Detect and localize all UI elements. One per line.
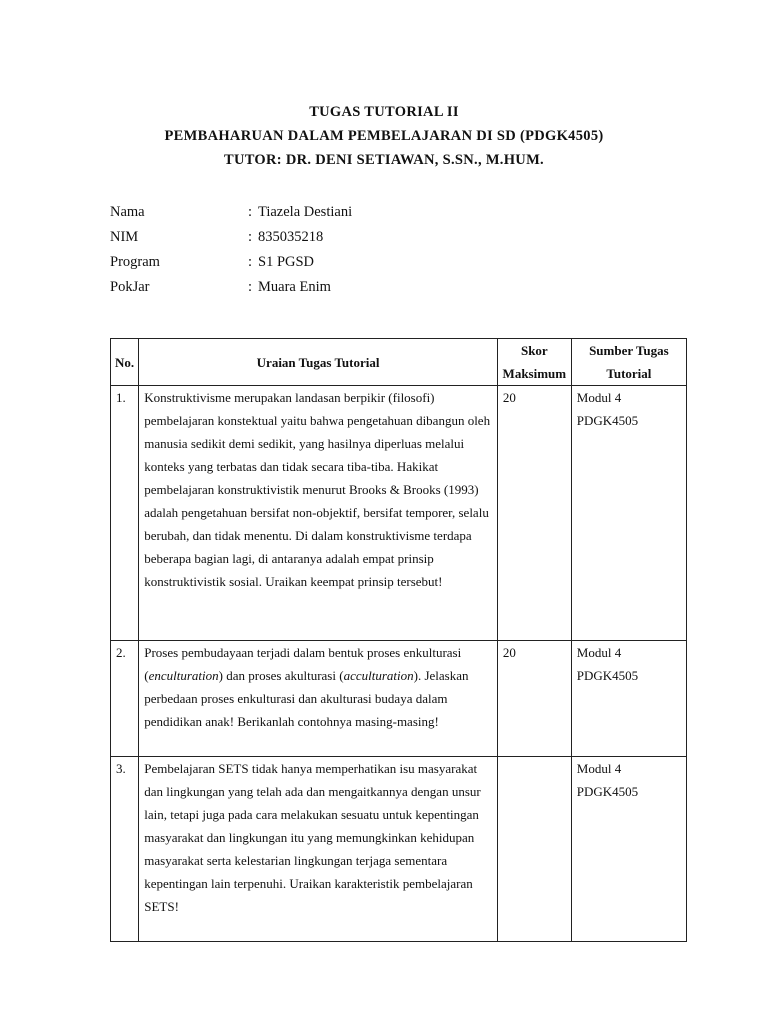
info-value: Tiazela Destiani [258,204,353,220]
row-description: Konstruktivisme merupakan landasan berpikir (filosofi) pembelajaran konstektual yaitu bahwa pengetahuan dibangun oleh manusia sedikit demi sedikit, yang hasilnya diperluas melalui konteks yang terbatas dan tidak secara tiba-tiba. Hakikat pembelajaran konstruktivistik menurut Brooks & Brooks (1993) adalah pengetahuan bersifat non-objektif, bersifat temporer, selalu berubah, dan tidak menentu. Di dalam konstruktivisme terdapa beberapa bagian lagi, di antaranya adalah empat prinsip konstruktivistik sosial. Uraikan keempat prinsip tersebut! [139,386,498,641]
table-row [111,386,687,641]
info-row-nama: Nama : Tiazela Destiani [110,200,670,225]
row-source: Modul 4 PDGK4505 [571,386,686,641]
info-value: S1 PGSD [258,254,315,270]
info-label: Program [110,254,160,270]
info-row-program: Program : S1 PGSD [110,250,670,275]
row-score [497,757,571,942]
header-skor: Skor Maksimum [497,339,571,386]
info-label: Nama [110,204,145,220]
row-source: Modul 4 PDGK4505 [571,641,686,757]
italic-term: enculturation [148,668,219,683]
info-row-nim: NIM : 835035218 [110,225,670,250]
header-desc: Uraian Tugas Tutorial [139,339,498,386]
row-score: 20 [497,641,571,757]
row-number: 2. [111,641,139,757]
info-value: 835035218 [258,229,324,245]
row-description: Proses pembudayaan terjadi dalam bentuk proses enkulturasi (enculturation) dan proses akulturasi (acculturation). Jelaskan perbedaan proses enkulturasi dan akulturasi budaya dalam pendidikan anak! Berikanlah contohnya masing-masing! [139,641,498,757]
row-score: 20 [497,386,571,641]
row-source: Modul 4 PDGK4505 [571,757,686,942]
row-number: 3. [111,757,139,942]
table-header-row [111,339,687,386]
header-no: No. [111,339,139,386]
italic-term: acculturation [343,668,414,683]
info-label: PokJar [110,279,150,295]
row-description: Pembelajaran SETS tidak hanya memperhatikan isu masyarakat dan lingkungan yang telah ada dan mengaitkannya dengan unsur lain, tetapi juga pada cara melakukan sesuatu untuk kepentingan masyarakat dan lingkungan itu yang memungkinkan kehidupan masyarakat serta kelestarian lingkungan terjaga sementara kepentingan lain terpenuhi. Uraikan karakteristik pembelajaran SETS! [139,757,498,942]
student-info [110,200,670,300]
row-number: 1. [111,386,139,641]
table-row [111,757,687,942]
info-value: Muara Enim [258,279,331,295]
info-label: NIM [110,229,139,245]
title-line-1: TUGAS TUTORIAL II [309,104,459,120]
task-table [110,338,687,942]
table-row [111,641,687,757]
info-row-pokjar: PokJar : Muara Enim [110,275,670,300]
document-title [0,100,768,172]
title-line-2: PEMBAHARUAN DALAM PEMBELAJARAN DI SD (PDGK4505) [164,128,604,144]
header-source: Sumber Tugas Tutorial [571,339,686,386]
title-line-3: TUTOR: DR. DENI SETIAWAN, S.SN., M.HUM. [223,152,544,168]
